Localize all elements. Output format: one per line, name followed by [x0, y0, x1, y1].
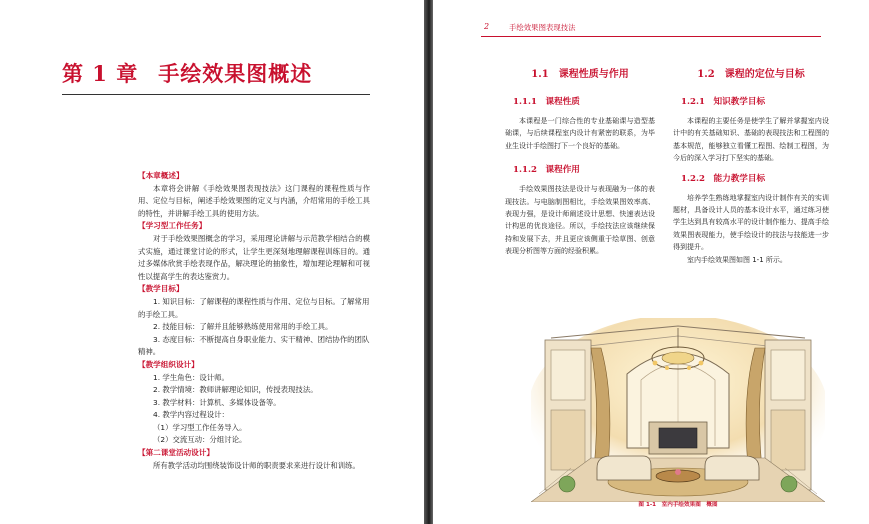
- course-role-paragraph: 手绘效果图技法是设计与表现融为一体的表现技法。与电脑制图相比，手绘效果图效率高、表现力强，是设计师阐述设计思想、快速表达设计构思的优良途径。所以，手绘技法应该继续保持和发展下去，并且更应该侧重于绘草图、创意表现分析图等方面的经验积累。: [505, 185, 655, 256]
- organization-item: （1）学习型工作任务导入。: [153, 422, 247, 432]
- section-heading-goals: 【教学目标】: [138, 284, 184, 294]
- section-1-2-1-heading: 1.2.1 知识教学目标: [681, 97, 766, 107]
- figure-caption: 图 1-1 室内手绘效果图 概图: [638, 502, 718, 508]
- chapter-number: 第 1 章: [62, 61, 139, 86]
- course-nature-paragraph: 本课程是一门综合性的专业基础课与造型基础课，与后续课程室内设计有紧密的联系，为毕业生设计手绘图打下一个良好的基础。: [505, 117, 655, 150]
- title-rule: [62, 94, 370, 95]
- chapter-title: 手绘效果图概述: [158, 61, 313, 86]
- left-column: [505, 68, 655, 258]
- section-1-2-heading: 1.2 课程的定位与目标: [697, 69, 805, 80]
- section-1-2-2-heading: 1.2.2 能力教学目标: [681, 173, 766, 184]
- organization-item: （2）交流互动：分组讨论。: [153, 435, 247, 445]
- goal-item: 2. 技能目标：了解并且能够熟练使用常用的手绘工具。: [153, 322, 333, 332]
- page-number: 2: [484, 22, 490, 31]
- section-heading-task: 【学习型工作任务】: [138, 221, 207, 231]
- section-heading-activities: 【第二课堂活动设计】: [138, 448, 214, 458]
- activities-paragraph: 所有教学活动均围绕装饰设计师的职责要求来进行设计和训练。: [153, 460, 360, 470]
- book-spine: [424, 0, 433, 524]
- goal-item: 3. 态度目标：不断提高自身职业能力、实干精神、团结协作的团队精神。: [138, 334, 370, 357]
- overview-paragraph: 本章将会讲解《手绘效果图表现技法》这门课程的课程性质与作用、定位与目标，阐述手绘效果图的定义与内涵，介绍常用的手绘工具的特性，并讲解手绘工具的使用方法。: [138, 183, 370, 218]
- running-head: 手绘效果图表现技法: [509, 23, 576, 32]
- section-1-1-heading: 1.1 课程性质与作用: [531, 69, 629, 80]
- ability-goal-paragraph: 培养学生熟练地掌握室内设计制作有关的实训题材，具备设计人员的基本设计水平，通过练习使学生达到具有较高水平的设计制作能力、提高手绘效果图表现能力，使手绘设计的技法与技能进一步得到提升。: [673, 193, 829, 252]
- figure-reference-paragraph: 室内手绘效果图如图 1-1 所示。: [687, 255, 787, 264]
- organization-item: 4. 教学内容过程设计：: [153, 410, 229, 420]
- left-page: [0, 0, 424, 524]
- right-column: [673, 68, 829, 266]
- organization-item: 1. 学生角色：设计师。: [153, 372, 229, 382]
- task-paragraph: 对于手绘效果图概念的学习，采用理论讲解与示范教学相结合的模式实施，通过课堂讨论的形式，让学生更深刻地理解课程训练目的。通过多媒体欣赏手绘表现作品，解决理论的抽象性，增加理论理解和可视性以提高学生的表达鉴赏力。: [138, 233, 370, 281]
- organization-item: 2. 教学情境：教师讲解理论知识，传授表现技法。: [153, 385, 318, 395]
- chapter-heading: [62, 58, 312, 88]
- goal-item: 1. 知识目标：了解课程的课程性质与作用、定位与目标。了解常用的手绘工具。: [138, 296, 370, 319]
- section-heading-organization: 【教学组织设计】: [138, 359, 199, 369]
- header-rule: [481, 36, 821, 37]
- right-page: [433, 0, 869, 524]
- interior-sketch-illustration: [531, 318, 825, 502]
- section-heading-overview: 【本章概述】: [138, 171, 184, 180]
- section-1-1-2-heading: 1.1.2 课程作用: [513, 165, 580, 176]
- section-1-1-1-heading: 1.1.1 课程性质: [513, 97, 580, 107]
- organization-item: 3. 教学材料：计算机、多媒体设备等。: [153, 397, 281, 407]
- knowledge-goal-paragraph: 本课程的主要任务是使学生了解并掌握室内设计中的有关基础知识、基础的表现技法和工程图的基本规范，能够独立看懂工程图、绘制工程图，为今后的深入学习打下坚实的基础。: [673, 117, 829, 163]
- interior-sketch-figure: [531, 318, 825, 502]
- chapter-summary: [138, 170, 370, 472]
